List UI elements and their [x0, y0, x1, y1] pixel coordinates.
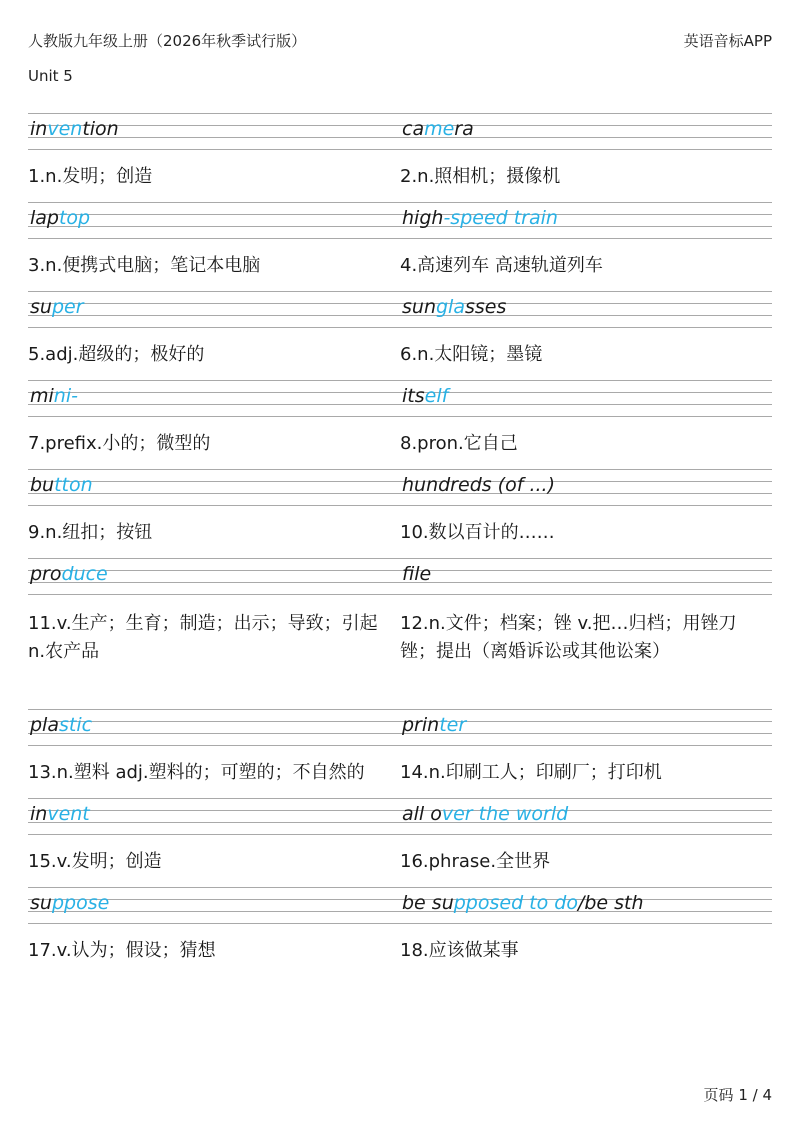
vocab-word [402, 563, 431, 585]
word-highlight-part: top [58, 207, 91, 229]
vocab-row [28, 708, 773, 797]
word-highlight-part: pposed to do [453, 892, 578, 914]
word-part: pro [30, 563, 62, 585]
word-part: be su [402, 892, 454, 914]
word-highlight-part: -speed train [443, 207, 558, 229]
word-part: tion [82, 118, 119, 140]
vocab-meaning: 6.n.太阳镜；墨镜 [400, 344, 543, 365]
vocab-meaning: 13.n.塑料 adj.塑料的；可塑的；不自然的 [28, 762, 365, 783]
writing-lines [400, 887, 772, 925]
vocab-meaning: 9.n.纽扣；按钮 [28, 522, 153, 543]
vocab-word [30, 892, 109, 914]
vocab-entry [400, 886, 772, 975]
vocabulary-list [28, 112, 773, 975]
word-highlight-part: stic [58, 714, 93, 736]
vocab-word [402, 892, 644, 914]
word-part: prin [402, 714, 440, 736]
vocab-meaning: 12.n.文件；档案；锉 v.把…归档；用锉刀锉；提出（离婚诉讼或其他讼案） [400, 613, 737, 662]
word-part: su [30, 892, 52, 914]
word-part: bu [30, 474, 55, 496]
vocab-entry [400, 797, 772, 886]
writing-lines [400, 709, 772, 747]
vocab-word [30, 385, 78, 407]
word-part: in [30, 803, 48, 825]
word-highlight-part: per [51, 296, 84, 318]
writing-lines [400, 291, 772, 329]
writing-lines [400, 469, 772, 507]
writing-lines [28, 798, 400, 836]
word-part: /be sth [577, 892, 644, 914]
word-part: su [30, 296, 52, 318]
writing-lines [400, 202, 772, 240]
writing-lines [400, 798, 772, 836]
vocab-word [30, 563, 108, 585]
vocab-word [402, 474, 555, 496]
vocab-row [28, 201, 773, 290]
vocab-entry [400, 201, 772, 290]
vocab-word [30, 803, 90, 825]
word-part: pla [30, 714, 59, 736]
unit-heading: Unit 5 [28, 67, 73, 85]
vocab-meaning: 4.高速列车 高速轨道列车 [400, 255, 603, 276]
word-highlight-part: elf [424, 385, 449, 407]
word-part: sses [464, 296, 507, 318]
vocab-meaning: 16.phrase.全世界 [400, 851, 551, 872]
vocab-entry [400, 468, 772, 557]
writing-lines [28, 709, 400, 747]
word-part: all o [402, 803, 442, 825]
vocab-meaning: 14.n.印刷工人；印刷厂；打印机 [400, 762, 662, 783]
page-number: 页码 1 / 4 [703, 1086, 772, 1104]
vocab-word [402, 296, 506, 318]
writing-lines [28, 469, 400, 507]
vocab-entry [400, 112, 772, 201]
word-highlight-part: gla [435, 296, 465, 318]
vocab-word [30, 714, 92, 736]
vocab-word [30, 207, 90, 229]
vocab-entry [28, 557, 400, 708]
vocab-row [28, 886, 773, 975]
vocab-row [28, 468, 773, 557]
vocab-meaning: 11.v.生产；生育；制造；出示；导致；引起 n.农产品 [28, 613, 378, 662]
vocab-entry [28, 886, 400, 975]
vocab-row [28, 112, 773, 201]
word-highlight-part: vent [47, 803, 90, 825]
app-name: 英语音标APP [683, 32, 772, 50]
word-highlight-part: tton [54, 474, 93, 496]
word-part: file [402, 563, 432, 585]
vocab-meaning: 5.adj.超级的；极好的 [28, 344, 205, 365]
vocab-entry [28, 468, 400, 557]
vocab-row [28, 557, 773, 708]
writing-lines [28, 380, 400, 418]
writing-lines [400, 380, 772, 418]
word-part: hundreds (of ...) [402, 474, 555, 496]
vocab-word [402, 207, 558, 229]
word-part: mi [30, 385, 54, 407]
vocab-entry [28, 379, 400, 468]
vocab-entry [28, 797, 400, 886]
vocab-word [30, 296, 84, 318]
vocab-meaning: 15.v.发明；创造 [28, 851, 162, 872]
word-part: in [30, 118, 48, 140]
vocab-entry [28, 201, 400, 290]
document-title: 人教版九年级上册（2026年秋季试行版） [28, 32, 307, 50]
vocab-word [30, 118, 119, 140]
word-highlight-part: ppose [51, 892, 110, 914]
word-part: its [402, 385, 425, 407]
vocab-word [402, 714, 466, 736]
vocab-meaning: 10.数以百计的…… [400, 522, 555, 543]
vocab-meaning: 17.v.认为；假设；猜想 [28, 940, 216, 961]
vocab-entry [28, 290, 400, 379]
vocab-meaning: 8.pron.它自己 [400, 433, 518, 454]
writing-lines [400, 113, 772, 151]
vocab-row [28, 290, 773, 379]
word-highlight-part: duce [61, 563, 108, 585]
writing-lines [28, 291, 400, 329]
vocab-word [402, 385, 448, 407]
word-highlight-part: ver the world [441, 803, 569, 825]
word-highlight-part: ter [439, 714, 467, 736]
vocab-entry [28, 112, 400, 201]
word-part: ca [402, 118, 425, 140]
vocab-meaning: 7.prefix.小的；微型的 [28, 433, 211, 454]
vocab-meaning: 1.n.发明；创造 [28, 166, 153, 187]
writing-lines [28, 887, 400, 925]
vocab-row [28, 797, 773, 886]
writing-lines [28, 558, 400, 596]
vocab-meaning: 18.应该做某事 [400, 940, 519, 961]
vocab-meaning: 3.n.便携式电脑；笔记本电脑 [28, 255, 261, 276]
vocab-meaning: 2.n.照相机；摄像机 [400, 166, 561, 187]
vocab-word [402, 803, 568, 825]
vocab-entry [400, 708, 772, 797]
writing-lines [28, 113, 400, 151]
writing-lines [400, 558, 772, 596]
word-highlight-part: ni- [53, 385, 78, 407]
vocab-entry [400, 379, 772, 468]
vocab-word [402, 118, 474, 140]
word-highlight-part: me [424, 118, 455, 140]
vocab-row [28, 379, 773, 468]
vocab-entry [400, 557, 772, 708]
word-part: high [402, 207, 444, 229]
word-highlight-part: ven [47, 118, 83, 140]
word-part: ra [454, 118, 474, 140]
vocab-entry [28, 708, 400, 797]
word-part: sun [402, 296, 436, 318]
vocab-entry [400, 290, 772, 379]
word-part: lap [30, 207, 59, 229]
writing-lines [28, 202, 400, 240]
vocab-word [30, 474, 93, 496]
